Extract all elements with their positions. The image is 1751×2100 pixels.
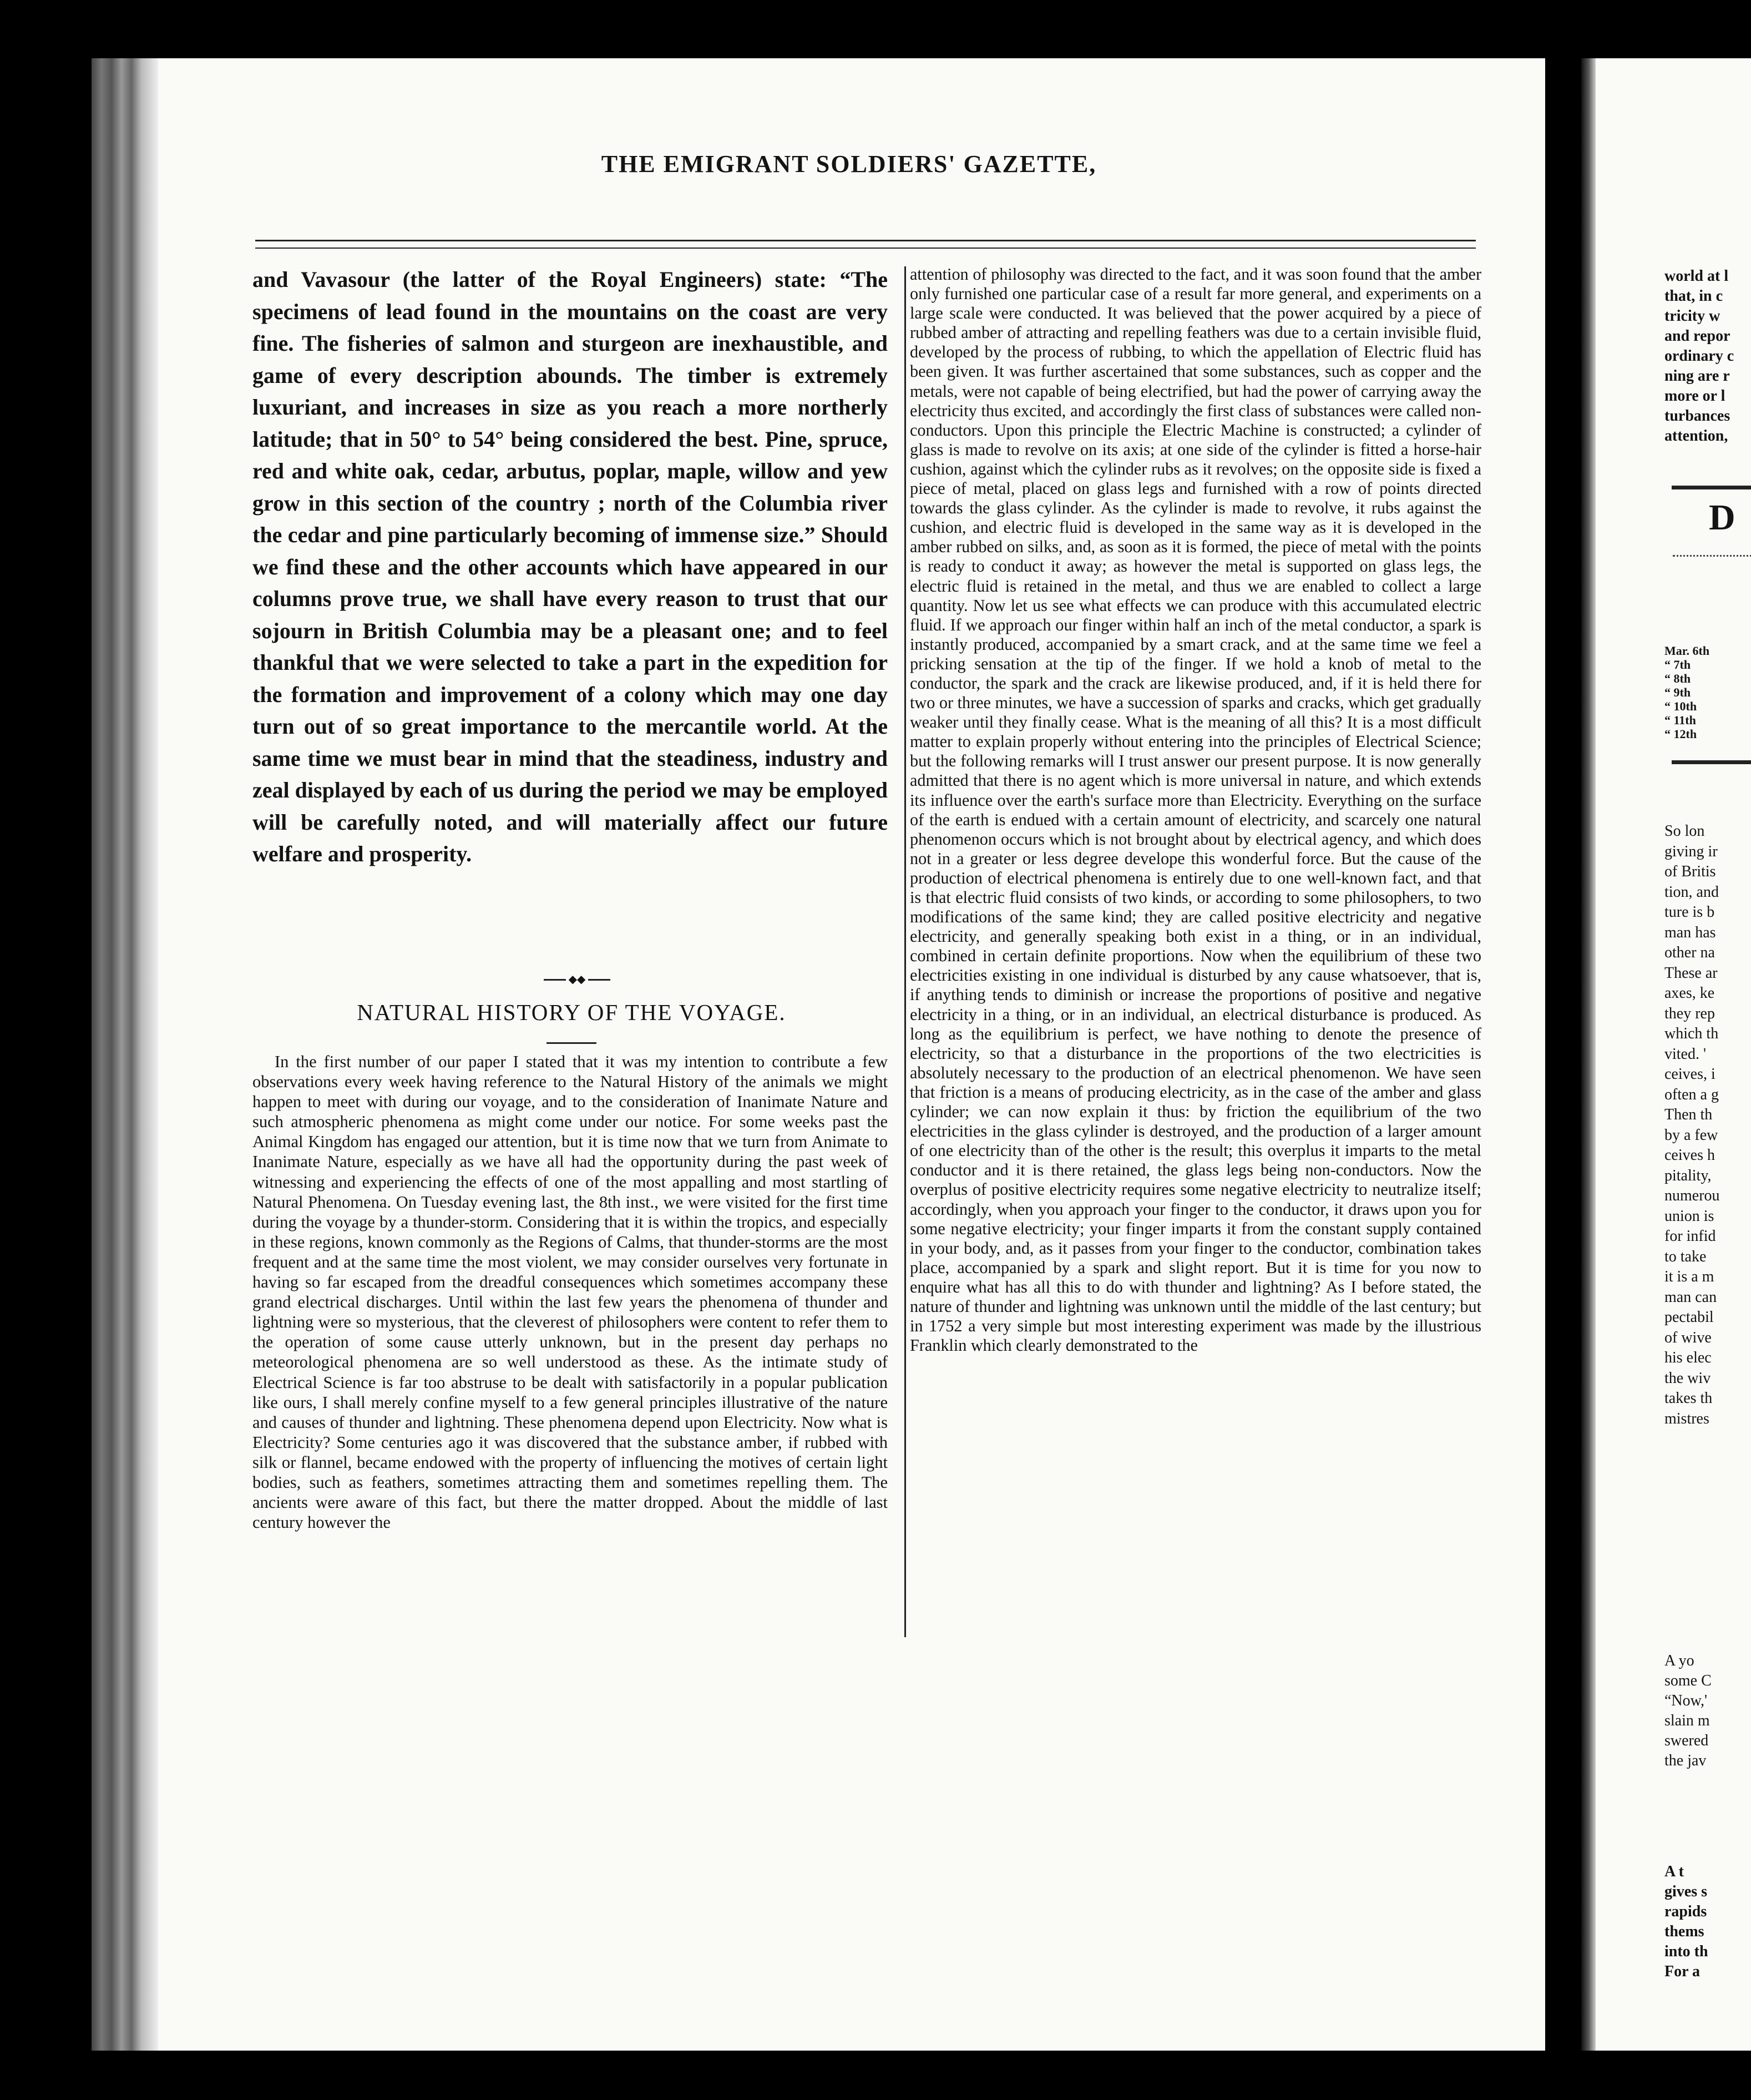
right-page-line: that, in c — [1664, 287, 1723, 305]
article-continuation — [252, 264, 888, 968]
masthead-rule — [255, 240, 1476, 241]
right-page-line: takes th — [1664, 1390, 1713, 1407]
ornament-divider: ◆◆ — [544, 974, 610, 985]
right-page-line: “ 7th — [1664, 658, 1691, 672]
right-page-line: union is — [1664, 1207, 1714, 1225]
page-gutter — [1581, 58, 1596, 2051]
right-page-line: For a — [1664, 1963, 1701, 1980]
right-page-line: slain m — [1664, 1712, 1710, 1729]
natural-history-article-part2 — [910, 265, 1481, 1641]
article-paragraph: In the first number of our paper I stated that it was my intention to contribute a few observations every week having reference to the Natural History of the animals we might happen to meet with during our voyage, and to the consideration of Inanimate Nature and such atmospheric phenomena as might come under our notice. For some weeks past the Animal Kingdom has engaged our attention, but it is time now that we turn from Animate to Inanimate Nature, especially as we have all had the opportunity during the past week of witnessing and experiencing the effects of one of the most appalling and most startling of Natural Phenomena. On Tuesday evening last, the 8th inst., we were visited for the first time during the voyage by a thunder-storm. Considering that it is within the tropics, and especially in these regions, known commonly as the Regions of Calms, that thunder-storms are the most frequent and at the same time the most violent, we may consider ourselves very fortunate in having so far escaped from the dreadful consequences which sometimes accompany these grand electrical discharges. Until within the last few years the phenomena of thunder and lightning were so mysterious, that the cleverest of philosophers were content to refer them to the operation of some cause utterly unknown, but in the present day perhaps no meteorological phenomena are so well understood as these. As the intimate study of Electrical Science is far too abstruse to be dealt with satisfactorily in a popular publication like ours, I shall merely confine myself to a few general principles illustrative of the nature and causes of thunder and lightning. These phenomena depend upon Electricity. Now what is Electricity? Some centuries ago it was discovered that the substance amber, if rubbed with silk or flannel, became endowed with the property of influencing the motives of certain light bodies, such as feathers, sometimes attracting them and sometimes repelling them. The ancients were aware of this fact, but there the matter dropped. About the middle of last century however the — [252, 1052, 888, 1532]
right-page-line: to take — [1664, 1248, 1707, 1265]
right-page-line: ceives, i — [1664, 1066, 1715, 1083]
column-rule — [904, 266, 906, 1637]
right-page-line: A t — [1664, 1863, 1684, 1880]
right-page-line: swered — [1664, 1732, 1709, 1749]
right-page-line: of Britis — [1664, 863, 1716, 880]
right-page-line: and repor — [1664, 327, 1730, 345]
right-page-line: So lon — [1664, 822, 1705, 840]
right-page-line: Mar. 6th — [1664, 644, 1710, 658]
right-page-line: man can — [1664, 1288, 1717, 1306]
article-paragraph: attention of philosophy was directed to the fact, and it was soon found that the amber only furnished one particular case of a result far more general, and experiments on a large scale were conducted. It was believed that the power acquired by a piece of rubbed amber of attracting and repelling feathers was due to a certain invisible fluid, developed by the process of rubbing, to which the appellation of Electric fluid has been given. It was further ascertained that some substances, such as copper and the metals, were not capable of being electrified, but had the power of carrying away the electricity thus excited, and accordingly the first class of substances were called non-conductors. Upon this principle the Electric Machine is constructed; a cylinder of glass is made to revolve on its axis; at one side of the cylinder is fitted a horse-hair cushion, against which the cylinder rubs as it revolves; on the opposite side is fixed a piece of metal, placed on glass legs and furnished with a row of points directed towards the glass cylinder. As the cylinder is made to revolve, it rubs against the cushion, and electric fluid is developed in the same way as it is developed in the amber rubbed on silks, and, as soon as it is formed, the piece of metal with the points is ready to conduct it away; as however the metal is supported on glass legs, the electric fluid is retained in the metal, and thus we are enabled to collect a large quantity. Now let us see what effects we can produce with this accumulated electric fluid. If we approach our finger within half an inch of the metal conductor, a spark is instantly produced, accompanied by a smart crack, and at the same time we feel a pricking sensation at the tip of the finger. If we hold a knob of metal to the conductor, the spark and the crack are likewise produced, and, if it is held there for two or three minutes, we have a succession of sparks and cracks, which get gradually weaker until they finally cease. What is the meaning of all this? It is a most difficult matter to explain properly without entering into the principles of Electrical Science; but the following remarks will I trust answer our present purpose. It is now generally admitted that there is no agent which is more universal in nature, and which extends its influence over the earth's surface more than Electricity. Everything on the surface of the earth is endued with a certain amount of electricity, and scarcely one natural phenomenon occurs which is not brought about by electrical agency, and which does not in a greater or less degree develope this wonderful force. But the cause of the production of electrical phenomena is entirely due to one well-known fact, and that is that electric fluid consists of two kinds, or according to some philosophers, to two modifications of the same kind; they are called positive electricity and negative electricity, and generally speaking both exist in a thing, or in an individual, combined in certain definite proportions. Now when the equilibrium of these two electricities existing in one individual is disturbed by any cause whatsoever, that is, if anything tends to diminish or increase the proportions of positive and negative electricity in a thing, or in an individual, an electrical disturbance is produced. As long as the equilibrium is perfect, we have nothing to denote the presence of electricity, so that a disturbance in the proportions of the two electricities is absolutely necessary to the production of an electrical phenomenon. We have seen that friction is a means of producing electricity, as in the case of the amber and glass cylinder; we can now explain it thus: by friction the equilibrium of the two electricities in the glass cylinder is destroyed, and the production of a larger amount of one electricity than of the other is the result; this overplus it imparts to the metal conductor and it is there retained, the glass legs being non-conductors. Now the overplus of positive electricity requires some negative electricity to neutralize itself; accordingly, when you approach your finger to the conductor, it draws upon you for some negative electricity; your finger imparts it from the constant supply contained in your body, and, as it passes from your finger to the conductor, combination takes place, accompanied by a spark and slight report. But it is time for you now to enquire what has all this to do with thunder and lightning? As I before stated, the nature of thunder and lightning was unknown until the middle of the last century; but in 1752 a very simple but most interesting experiment was made by the illustrious Franklin which clearly demonstrated to the — [910, 265, 1481, 1355]
right-page-wavy-rule — [1673, 555, 1751, 557]
right-page-line: “ 10th — [1664, 699, 1697, 713]
right-page-line: ture is b — [1664, 903, 1715, 921]
right-page-line: rapids — [1664, 1903, 1707, 1920]
right-page-line: often a g — [1664, 1086, 1719, 1103]
right-page-rule — [1672, 760, 1751, 764]
right-page-line: giving ir — [1664, 842, 1718, 860]
right-page-line: pectabil — [1664, 1309, 1714, 1326]
right-page-line: which th — [1664, 1025, 1719, 1042]
right-page-line: other na — [1664, 944, 1715, 961]
section-heading: NATURAL HISTORY OF THE VOYAGE. — [357, 999, 786, 1025]
right-page-rule — [1672, 486, 1751, 489]
right-page-line: attention, — [1664, 427, 1728, 445]
right-page-line: for infid — [1664, 1228, 1716, 1245]
right-page-line: by a few — [1664, 1126, 1718, 1144]
right-page-line: of wive — [1664, 1329, 1712, 1346]
right-page-line: thems — [1664, 1923, 1704, 1940]
right-page-heading-letter: D — [1709, 497, 1735, 538]
right-page-line: the wiv — [1664, 1369, 1711, 1387]
right-page-line: his elec — [1664, 1349, 1712, 1366]
right-page-line: turbances — [1664, 407, 1730, 425]
right-page-line: world at l — [1664, 267, 1729, 285]
right-page-line: into th — [1664, 1943, 1708, 1960]
right-page-line: ning are r — [1664, 367, 1730, 385]
masthead-rule-double — [255, 248, 1476, 249]
masthead: THE EMIGRANT SOLDIERS' GAZETTE, — [601, 150, 1097, 178]
right-page-line: vited. ' — [1664, 1045, 1707, 1063]
natural-history-article-part1 — [252, 1052, 888, 1640]
heading-rule — [546, 1042, 596, 1044]
right-page-line: ordinary c — [1664, 347, 1734, 365]
right-page-line: These ar — [1664, 964, 1718, 982]
right-page-line: “ 8th — [1664, 672, 1691, 685]
right-page-line: mistres — [1664, 1410, 1709, 1427]
right-page-line: Then th — [1664, 1106, 1713, 1123]
right-page-line: tricity w — [1664, 307, 1720, 325]
right-page-line: pitality, — [1664, 1167, 1712, 1184]
right-page-line: some C — [1664, 1672, 1712, 1689]
right-page-line: axes, ke — [1664, 985, 1715, 1002]
right-page-line: numerou — [1664, 1187, 1720, 1204]
right-page-line: A yo — [1664, 1652, 1694, 1669]
right-page-line: man has — [1664, 923, 1716, 941]
right-page-line: gives s — [1664, 1883, 1707, 1900]
right-page-line: “ 11th — [1664, 713, 1696, 727]
right-page-line: the jav — [1664, 1752, 1707, 1769]
right-page — [1581, 58, 1751, 2051]
right-page-line: “ 12th — [1664, 727, 1697, 741]
right-page-line: more or l — [1664, 387, 1725, 405]
right-page-line: “Now,' — [1664, 1692, 1708, 1709]
right-page-line: ceives h — [1664, 1147, 1715, 1164]
article-paragraph: and Vavasour (the latter of the Royal Engineers) state: “The specimens of lead found in the mountains on the coast are very fine. The fisheries of salmon and sturgeon are inexhaustible, and game of every description abounds. The timber is extremely luxuriant, and increases in size as you reach a more northerly latitude; that in 50° to 54° being considered the best. Pine, spruce, red and white oak, cedar, arbutus, poplar, maple, willow and yew grow in this section of the country ; north of the Columbia river the cedar and pine particularly becoming of immense size.” Should we find these and the other accounts which have appeared in our columns prove true, we shall have every reason to trust that our sojourn in British Columbia may be a pleasant one; and to feel thankful that we were selected to take a part in the expedition for the formation and improvement of a colony which may one day turn out of so great importance to the mercantile world. At the same time we must bear in mind that the steadiness, industry and zeal displayed by each of us during the period we may be employed will be carefully noted, and will materially affect our future welfare and prosperity. — [252, 267, 888, 866]
right-page-line: it is a m — [1664, 1268, 1714, 1285]
right-page-line: they rep — [1664, 1004, 1715, 1022]
right-page-line: “ 9th — [1664, 685, 1691, 699]
book-binding — [92, 58, 158, 2051]
right-page-line: tion, and — [1664, 883, 1719, 901]
